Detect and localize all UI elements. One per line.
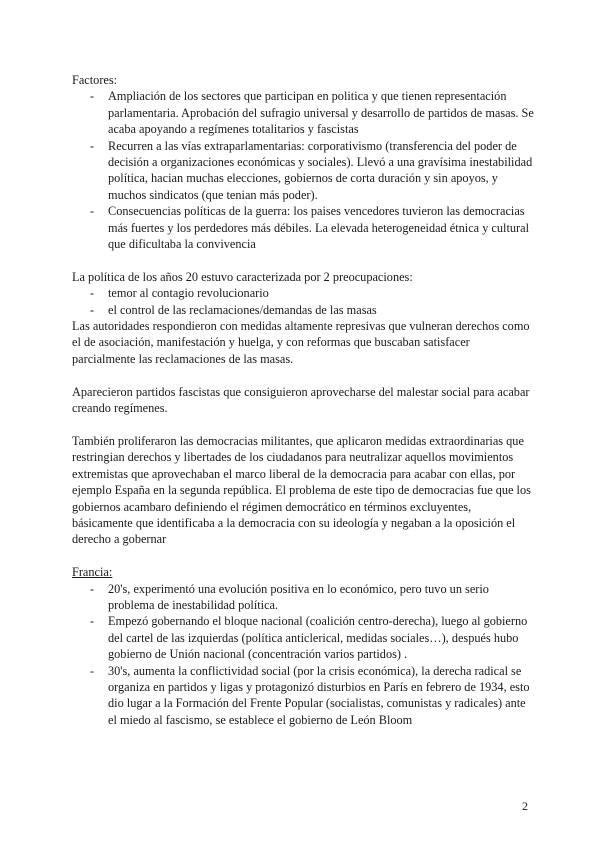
list-item: - Ampliación de los sectores que participan en politica y que tienen representación parlamentaria. Aprobación del sufragio universal y desarrollo de partidos de masas. Se acaba apoyando a regímenes totalitarios y fascistas [72,88,534,137]
list-item: - Empezó gobernando el bloque nacional (coalición centro-derecha), luego al gobierno del cartel de las izquierdas (política anticlerical, medidas sociales…), después hubo gobierno de Unión nacional (concentración varios partidos) . [72,613,534,662]
preocupaciones-list [72,285,534,318]
list-item: - Recurren a las vías extraparlamentarias: corporativismo (transferencia del poder de decisión a organizaciones económicas y sociales). Llevó a una gravísima inestabilidad política, hacian muchas elecciones, gobiernos de corta duración y sin apoyos, y muchos sindicatos (que tenian más poder). [72,138,534,204]
list-item: - Consecuencias políticas de la guerra: los paises vencedores tuvieron las democracias más fuertes y los perdedores más débiles. La elevada heterogeneidad étnica y cultural que dificultaba la convivencia [72,203,534,252]
anos20-intro: La política de los años 20 estuvo caracterizada por 2 preocupaciones: [72,269,413,284]
list-item: - 20's, experimentó una evolución positiva en lo económico, pero tuvo un serio problema de inestabilidad política. [72,581,534,614]
list-item: - 30's, aumenta la conflictividad social (por la crisis económica), la derecha radical se organiza en partidos y ligas y protagonizó disturbios en París en febrero de 1934, esto dio lugar a la Formación del Frente Popular (socialistas, comunistas y radicales) ante el miedo al fascismo, se establece el gobierno de León Bloom [72,663,534,729]
list-item: - temor al contagio revolucionario [72,285,534,301]
francia-list [72,581,534,729]
page-number: 2 [522,799,528,813]
factores-list [72,88,534,252]
francia-heading: Francia: [72,565,113,580]
factores-heading: Factores: [72,73,118,87]
fascistas-paragraph: Aparecieron partidos fascistas que consiguieron aprovecharse del malestar social para acabar creando regímenes. [72,384,530,416]
anos20-paragraph: Las autoridades respondieron con medidas altamente represivas que vulneran derechos como el de asociación, manifestación y huelga, y con reformas que buscaban satisfacer parcialmente las reclamaciones de las masas. [72,319,530,366]
list-item: - el control de las reclamaciones/demandas de las masas [72,302,534,318]
democracias-militantes-paragraph: También proliferaron las democracias militantes, que aplicaron medidas extraordinarias que restringian derechos y libertades de los ciudadanos para neutralizar aquellos movimientos extremistas que aprovechaban el marco liberal de la democracia para acabar con ellas, por ejemplo España en la segunda república. El problema de este tipo de democracias fue que los gobiernos acambaro definiendo el régimen democrático en términos excluyentes, básicamente que identificaba a la democracia con su ideología y negaban a la oposición el derecho a gobernar [72,433,531,547]
document-page [72,72,534,728]
